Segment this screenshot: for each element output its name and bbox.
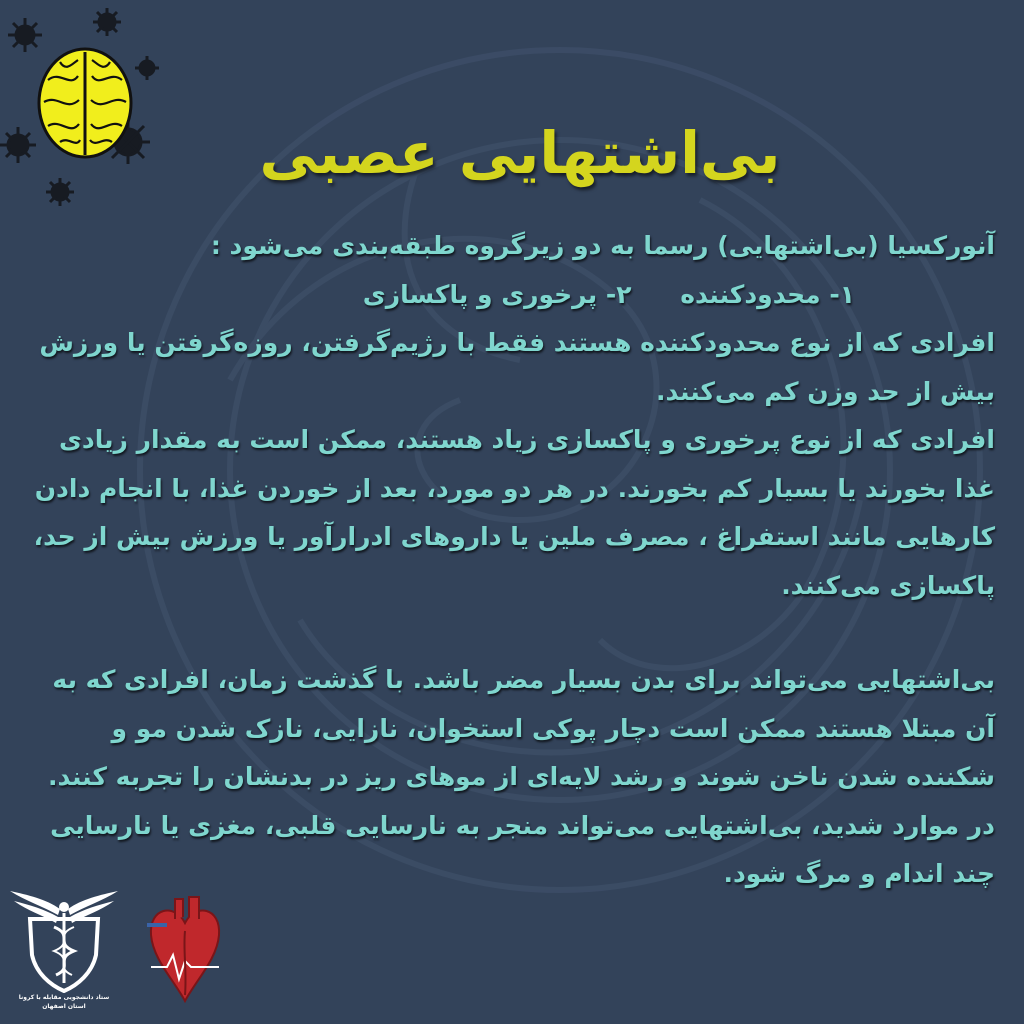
caduceus-emblem: [8, 885, 120, 1017]
subtype-item-restrictive: ۱- محدودکننده: [680, 279, 855, 309]
binge-purge-paragraph: افرادی که از نوع پرخوری و پاکسازی زیاد هستند، ممکن است به مقدار زیادی غذا بخورند یا بسیار کم بخورند. در هر دو مورد، بعد از خوردن غذا، با انجام دادن کارهایی مانند استفراغ ، مصرف ملین یا داروهای ادرارآور یا ورزش بیش از حد، پاکسازی می‌کنند.: [33, 425, 995, 600]
virus-icon: [93, 8, 121, 36]
emblem-caption-line2: استان اصفهان: [42, 1003, 86, 1010]
subtype-item-binge-purge: ۲- پرخوری و پاکسازی: [362, 279, 632, 309]
restrictive-paragraph: افرادی که از نوع محدودکننده هستند فقط با رژیم‌گرفتن، روزه‌گرفتن یا ورزش بیش از حد وزن کم می‌کنند.: [39, 328, 995, 406]
article-body: [30, 222, 995, 899]
severe-cases-paragraph: در موارد شدید، بی‌اشتهایی می‌تواند منجر به نارسایی قلبی، مغزی یا نارسایی چند اندام و مرگ شود.: [50, 810, 995, 888]
paragraph-spacer: [30, 610, 995, 656]
intro-paragraph: آنورکسیا (بی‌اشتهایی) رسما به دو زیرگروه طبقه‌بندی می‌شود :: [210, 231, 995, 260]
heart-icon: [145, 895, 225, 1005]
virus-icon: [8, 18, 42, 52]
virus-icon: [46, 178, 74, 206]
virus-icon: [0, 127, 36, 163]
page-title: بی‌اشتهایی عصبی: [259, 118, 781, 187]
health-effects-paragraph: بی‌اشتهایی می‌تواند برای بدن بسیار مضر باشد. با گذشت زمان، افرادی که به آن مبتلا هستند ممکن است دچار پوکی استخوان، نازایی، نازک شدن مو و شکننده شدن ناخن شوند و رشد لایه‌ای از موهای ریز در بدنشان را تجربه کنند.: [48, 665, 995, 791]
emblem-caption-line1: ستاد دانشجویی مقابله با کرونا: [18, 994, 110, 1001]
brain-icon: [39, 49, 131, 157]
brain-logo: [0, 0, 175, 215]
subtype-list: [30, 271, 995, 320]
emblem-caption: [8, 993, 120, 1011]
virus-icon: [135, 56, 159, 80]
caduceus-emblem-icon: [8, 885, 120, 993]
